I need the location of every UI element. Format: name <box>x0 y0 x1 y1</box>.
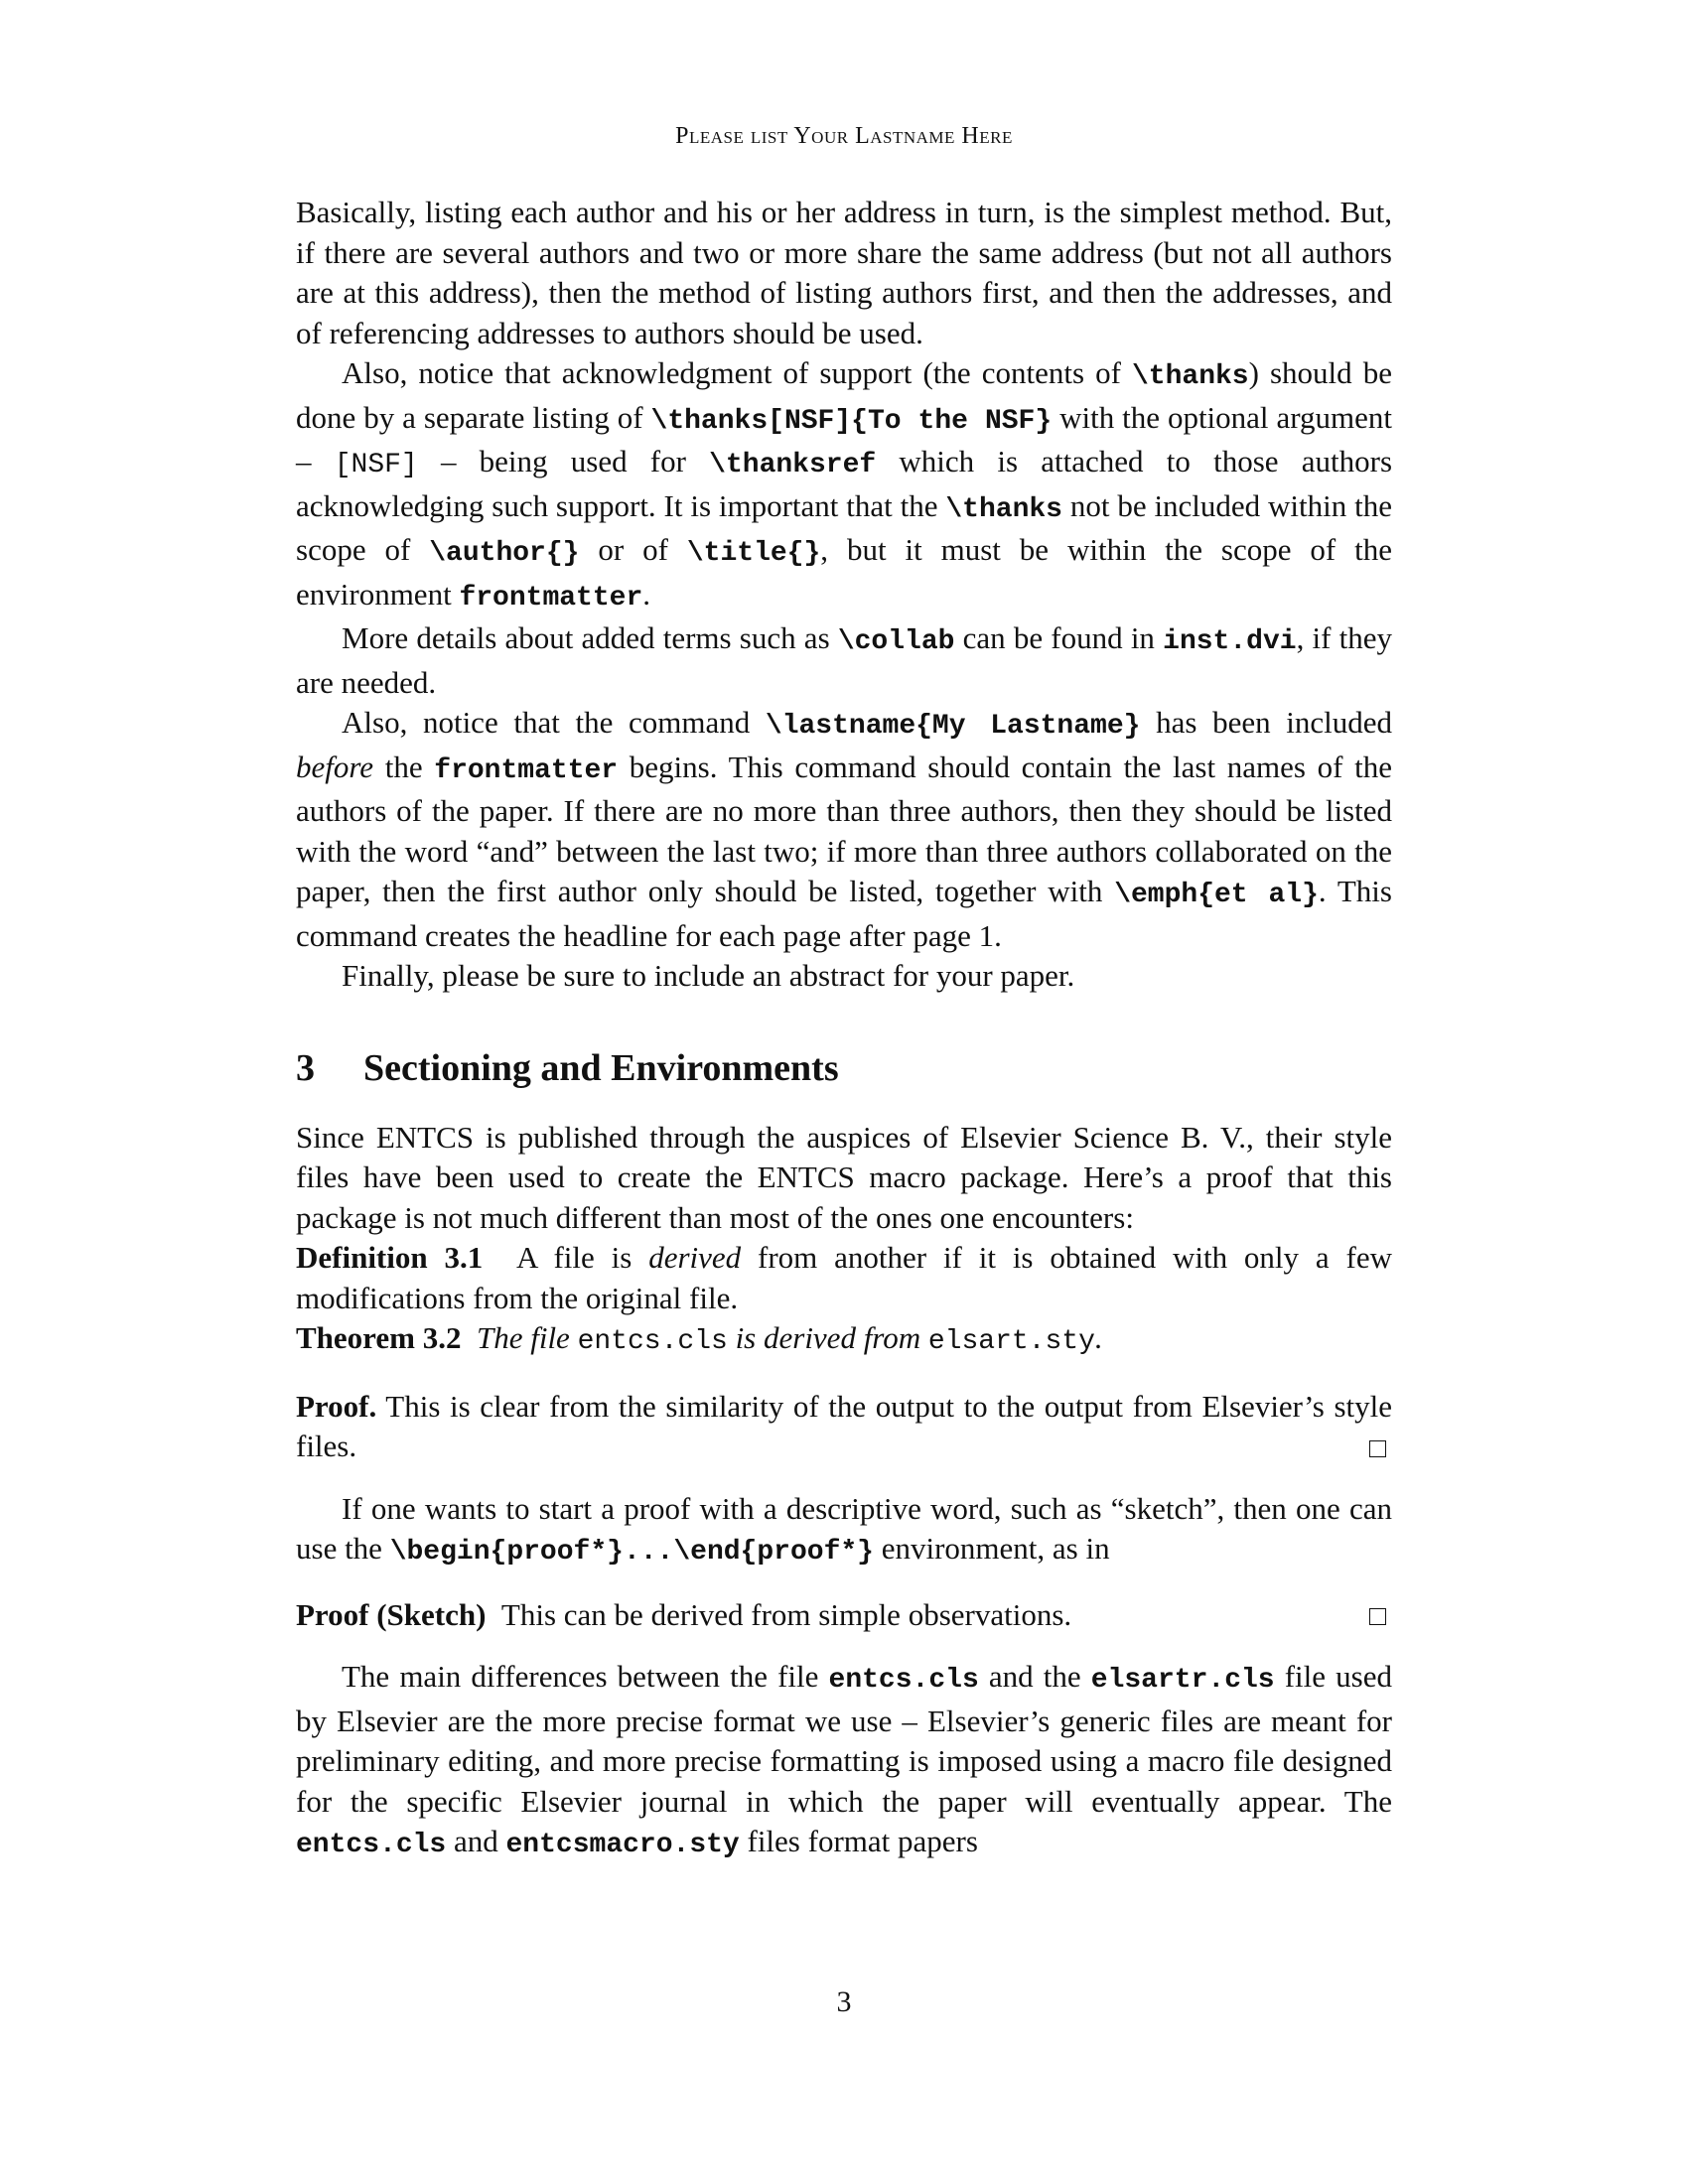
spacer <box>296 1635 1392 1657</box>
text-run: If one wants to start a proof with a descriptive word, such as “sketch”, then one can use the <box>296 1490 1392 1566</box>
code-inline: \thanksref <box>709 450 877 480</box>
text-run: with the optional argument – <box>296 399 1392 478</box>
text-run: and the <box>978 1659 1091 1694</box>
text-run: which is attached to those authors acknowledging such support. It is important that the <box>296 444 1393 523</box>
code-inline: \thanks <box>1131 361 1249 392</box>
code-inline: \thanks[NSF]{To the NSF} <box>650 405 1053 437</box>
code-inline: \thanks <box>945 493 1062 525</box>
theorem-text: is derived from <box>727 1320 928 1355</box>
spacer <box>296 1467 1392 1489</box>
qed-square-icon <box>1369 1440 1386 1457</box>
code-inline: frontmatter <box>434 754 619 786</box>
proof-text: This is clear from the similarity of the output to the output from Elsevier’s style files. <box>296 1388 1392 1463</box>
paragraph-lastname <box>296 703 1392 956</box>
text-run: Also, notice that acknowledgment of support (the contents of <box>342 355 1132 390</box>
text-run: – being used for <box>417 444 710 478</box>
text-run: files format papers <box>739 1824 978 1858</box>
theorem-block <box>296 1318 1392 1363</box>
proof-label: Proof. <box>296 1388 377 1424</box>
code-inline: entcs.cls <box>828 1665 979 1696</box>
code-inline: elsart.sty <box>927 1326 1095 1357</box>
definition-block <box>296 1238 1392 1318</box>
code-inline: \title{} <box>686 538 821 569</box>
emphasis: before <box>296 749 374 784</box>
paragraph-collab <box>296 618 1392 703</box>
proof-sketch-block <box>296 1595 1392 1636</box>
text-run: ) should be done by a separate listing of <box>296 355 1392 435</box>
text-run: , but it must be within the scope of the environment <box>296 532 1393 612</box>
theorem-text: The file <box>476 1320 578 1355</box>
paragraph-thanks <box>296 353 1392 618</box>
code-inline: entcs.cls <box>296 1830 447 1860</box>
code-inline: \emph{et al} <box>1114 880 1319 910</box>
section-number: 3 <box>296 1046 315 1089</box>
text-run: or of <box>579 532 687 567</box>
paragraph-entcs-intro: Since ENTCS is published through the auspices of Elsevier Science B. V., their style files have been used to create the ENTCS macro package. Here’s a proof that this package is not much different than most of the ones one encounters: <box>296 1119 1392 1235</box>
text-run: and <box>446 1824 506 1858</box>
text-run: has been included <box>1140 705 1392 740</box>
theorem-label: Theorem 3.2 <box>296 1320 462 1355</box>
theorem-text: . <box>1094 1320 1103 1355</box>
text-run: the <box>373 749 435 784</box>
paragraph-abstract-note: Finally, please be sure to include an abstract for your paper. <box>342 958 1075 993</box>
text-run: A file is <box>515 1240 649 1275</box>
code-inline: [NSF] <box>334 450 418 480</box>
text-run: not be included within the scope of <box>296 487 1393 567</box>
section-heading <box>296 1044 1392 1092</box>
paragraph-proof-star <box>296 1489 1392 1573</box>
text-run: environment, as in <box>873 1531 1110 1566</box>
code-inline: \lastname{My Lastname} <box>765 711 1141 742</box>
code-inline: elsartr.cls <box>1090 1665 1275 1696</box>
code-inline: frontmatter <box>459 582 643 614</box>
code-inline: \begin{proof*}...\end{proof*} <box>389 1537 874 1568</box>
proof-sketch-text: This can be derived from simple observations. <box>500 1596 1072 1632</box>
proof-paragraph <box>296 1387 1392 1467</box>
text-run: begins. This command should contain the last names of the authors of the paper. If there are no more than three authors, then they should be listed with the word “and” between the last two; if more than three authors collaborated on the paper, then the first author only should be listed, together with <box>296 749 1393 908</box>
definition-label: Definition 3.1 <box>296 1240 484 1275</box>
paragraph-authors-listing: Basically, listing each author and his or her address in turn, is the simplest method. But, if there are several authors and two or more share the same address (but not all authors are at this address), then the method of listing authors first, and then the addresses, and of referencing addresses to authors should be used. <box>296 195 1392 350</box>
text-run: The main differences between the file <box>342 1659 829 1694</box>
qed-square-icon <box>1369 1608 1386 1625</box>
proof-sketch-label: Proof (Sketch) <box>296 1596 487 1632</box>
proof-block <box>296 1387 1392 1467</box>
body-text <box>296 193 1392 1866</box>
proof-sketch-content <box>296 1595 1071 1636</box>
section-title: Sectioning and Environments <box>363 1046 839 1089</box>
text-run: . This command creates the headline for each page after page 1. <box>296 874 1392 953</box>
text-run: file used by Elsevier are the more precise format we use – Elsevier’s generic files are meant for preliminary editing, and more precise formatting is imposed using a macro file designed for the specific Elsevier journal in which the paper will eventually appear. The <box>296 1659 1392 1819</box>
text-run: Also, notice that the command <box>342 705 766 740</box>
text-run: from another if it is obtained with only a few modifications from the original file. <box>296 1240 1392 1315</box>
text-run: , if they are needed. <box>296 620 1393 700</box>
text-run: can be found in <box>954 620 1164 655</box>
code-inline: \collab <box>837 626 955 657</box>
page-number: 3 <box>836 1985 852 2018</box>
code-inline: entcs.cls <box>577 1326 728 1357</box>
running-head: Please list Your Lastname Here <box>675 123 1013 149</box>
emphasis: derived <box>648 1240 742 1275</box>
paragraph-differences <box>296 1657 1392 1866</box>
text-run: . <box>642 576 651 612</box>
text-run: More details about added terms such as <box>342 620 838 655</box>
code-inline: inst.dvi <box>1163 626 1297 657</box>
code-inline: entcsmacro.sty <box>505 1830 740 1860</box>
code-inline: \author{} <box>429 538 580 569</box>
